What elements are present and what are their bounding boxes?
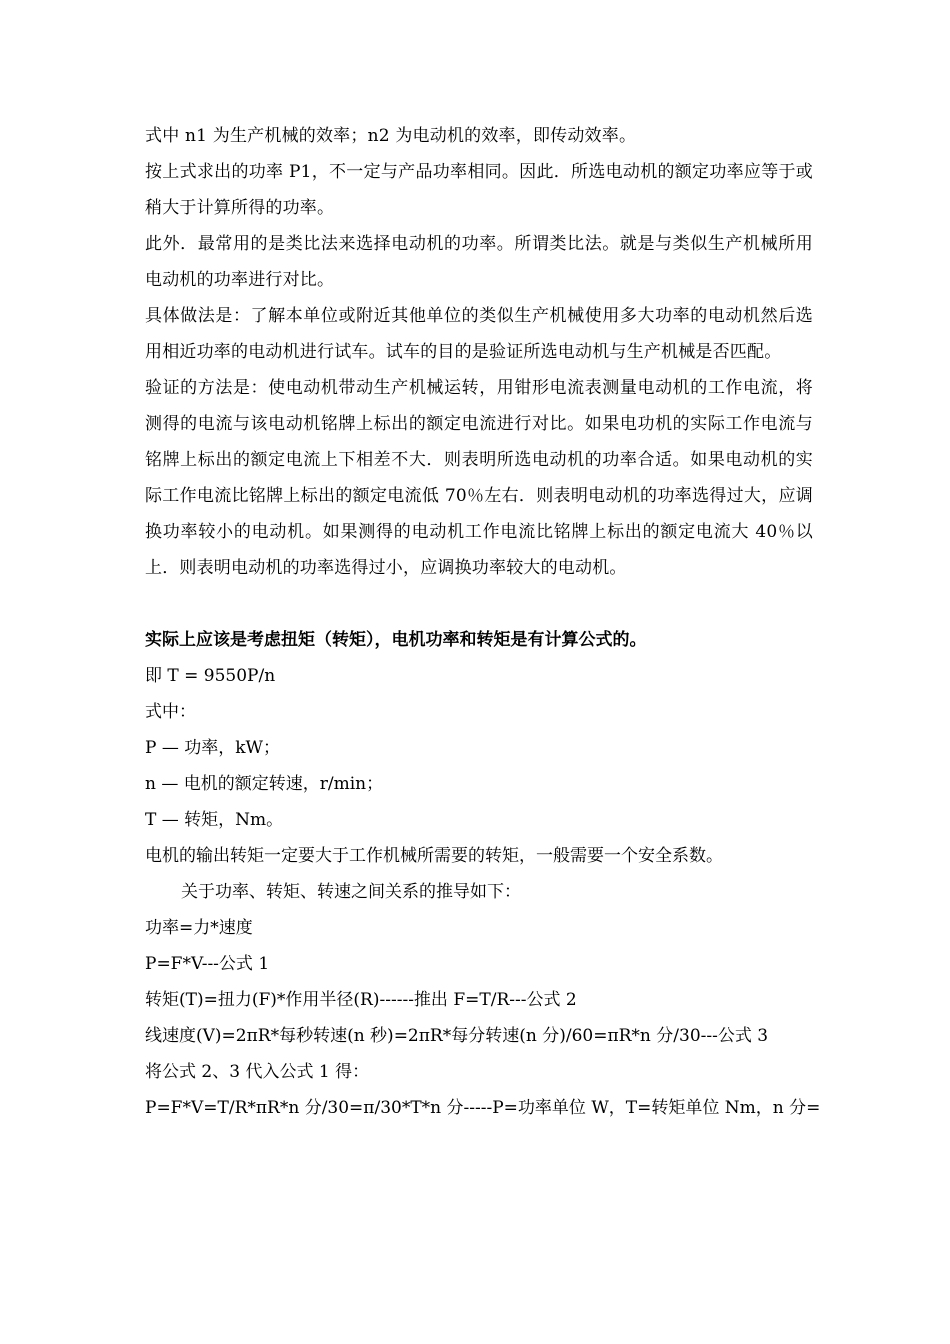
definition-torque: T — 转矩，Nm。	[145, 810, 284, 830]
paragraph-efficiency: 式中 n1 为生产机械的效率；n2 为电动机的效率，即传动效率。	[145, 126, 637, 146]
substitution-note: 将公式 2、3 代入公式 1 得：	[145, 1062, 370, 1082]
where-label: 式中：	[145, 702, 196, 722]
result-equation: P=F*V=T/R*πR*n 分/30=π/30*T*n 分-----P=功率单位 W，T=转矩单位 Nm，n 分=	[145, 1098, 821, 1118]
equation-1: P=F*V---公式 1	[145, 954, 270, 974]
document-page	[145, 118, 821, 1126]
definition-power: P — 功率，kW；	[145, 738, 281, 758]
equation-3: 线速度(V)=2πR*每秒转速(n 秒)=2πR*每分转速(n 分)/60=πR*n 分/30---公式 3	[145, 1026, 769, 1046]
paragraph-analogy-method: 此外．最常用的是类比法来选择电动机的功率。所谓类比法。就是与类似生产机械所用电动机的功率进行对比。	[145, 234, 813, 290]
safety-factor-note: 电机的输出转矩一定要大于工作机械所需要的转矩，一般需要一个安全系数。	[145, 846, 723, 866]
torque-formula: 即 T = 9550P/n	[145, 666, 276, 686]
power-definition: 功率=力*速度	[145, 918, 253, 938]
blank-line	[145, 586, 813, 622]
paragraph-procedure: 具体做法是：了解本单位或附近其他单位的类似生产机械使用多大功率的电动机然后选用相近功率的电动机进行试车。试车的目的是验证所选电动机与生产机械是否匹配。	[145, 306, 813, 362]
equation-2: 转矩(T)=扭力(F)*作用半径(R)------推出 F=T/R---公式 2	[145, 990, 577, 1010]
paragraph-rated-power: 按上式求出的功率 P1，不一定与产品功率相同。因此．所选电动机的额定功率应等于或稍大于计算所得的功率。	[145, 162, 813, 218]
derivation-intro: 关于功率、转矩、转速之间关系的推导如下：	[181, 882, 521, 902]
section-heading: 实际上应该是考虑扭矩（转矩），电机功率和转矩是有计算公式的。	[145, 630, 647, 650]
definition-speed: n — 电机的额定转速，r/min；	[145, 774, 384, 794]
paragraph-verification: 验证的方法是：使电动机带动生产机械运转，用钳形电流表测量电动机的工作电流，将测得的电流与该电动机铭牌上标出的额定电流进行对比。如果电功机的实际工作电流与铭牌上标出的额定电流上下相差不大．则表明所选电动机的功率合适。如果电动机的实际工作电流比铭牌上标出的额定电流低 70％左右．则表明电动机的功率选得过大，应调换功率较小的电动机。如果测得的电动机工作电流比铭牌上标出的额定电流大 40％以上．则表明电动机的功率选得过小，应调换功率较大的电动机。	[145, 378, 813, 578]
